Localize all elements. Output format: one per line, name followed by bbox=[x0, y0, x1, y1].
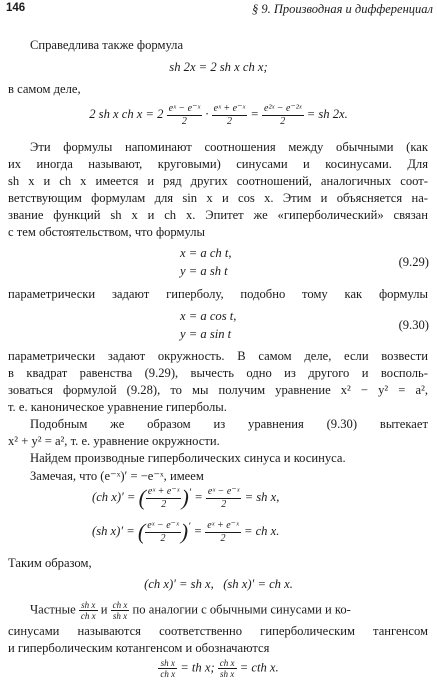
fraction-denominator: 2 bbox=[181, 115, 187, 127]
paragraph-line: в квадрат равенства (9.29), вычесть одно из другого и восполь- bbox=[8, 366, 428, 380]
fraction-numerator: sh x bbox=[158, 658, 177, 669]
formula-part: = bbox=[250, 106, 259, 121]
fraction bbox=[218, 658, 237, 680]
equation-line: y = a sin t bbox=[180, 327, 232, 341]
paragraph-line: зоваться формулой (9.28), то мы получим уравнение x² − y² = a², bbox=[8, 383, 428, 397]
fraction bbox=[145, 520, 181, 544]
fraction-numerator: e²ˣ − e⁻²ˣ bbox=[264, 103, 302, 114]
paragraph-line: синусами называются соответственно гиперболическим тангенсом bbox=[8, 624, 428, 638]
equation-line: x = a ch t, bbox=[180, 246, 232, 260]
fraction-denominator: 2 bbox=[226, 115, 232, 127]
fraction-numerator: eˣ + e⁻ˣ bbox=[213, 103, 246, 114]
paragraph-line: Эти формулы напоминают соотношения между обычными (как bbox=[30, 140, 428, 154]
paragraph-line: sh x и ch x имеется и ряд других соотношений, аналогичных соот- bbox=[8, 174, 428, 188]
paren-open: ( bbox=[138, 485, 146, 510]
paragraph-line: Найдем производные гиперболических синуса и косинуса. bbox=[30, 451, 346, 465]
paragraph-line: с тем обстоятельством, что формулы bbox=[8, 225, 205, 239]
paragraph-line: параметрически задают гиперболу, подобно тому как формулы bbox=[8, 287, 428, 301]
formula-proof bbox=[0, 103, 437, 127]
paragraph-line: параметрически задают окружность. В самом деле, если возвести bbox=[8, 349, 428, 363]
formula-part: (sh x)′ = bbox=[92, 523, 135, 538]
formula-part: Частные bbox=[30, 602, 76, 617]
fraction bbox=[158, 658, 177, 680]
formula-part: · bbox=[205, 106, 209, 121]
fraction bbox=[79, 600, 98, 622]
fraction-denominator: 2 bbox=[220, 532, 226, 544]
text-line: в самом деле, bbox=[8, 82, 81, 96]
fraction-numerator: ch x bbox=[112, 600, 128, 610]
formula-part: = th x; bbox=[180, 660, 215, 675]
fraction bbox=[262, 103, 304, 127]
formula-part: 2 sh x ch x = 2 bbox=[89, 106, 164, 121]
paragraph-line: звание функций sh x и ch x. Эпитет же «гиперболический» связан bbox=[8, 208, 428, 222]
formula-part: (ch x)′ = bbox=[92, 489, 136, 504]
fraction-denominator: ch x bbox=[160, 669, 176, 680]
fraction-denominator: 2 bbox=[161, 498, 167, 510]
paragraph-line: их иногда называют, круговыми) синусами и косинусами. Для bbox=[8, 157, 428, 171]
formula-part: и bbox=[100, 602, 108, 617]
paragraph-line: Подобным же образом из уравнения (9.30) вытекает bbox=[30, 417, 428, 431]
fraction-denominator: sh x bbox=[112, 611, 128, 622]
fraction-numerator: eˣ − e⁻ˣ bbox=[168, 103, 201, 114]
page-number: 146 bbox=[6, 2, 26, 14]
fraction-numerator: ch x bbox=[219, 658, 235, 668]
formula-sh2x: sh 2x = 2 sh x ch x; bbox=[169, 60, 268, 74]
paren-close: ) bbox=[181, 485, 189, 510]
formula-part: = bbox=[193, 523, 203, 538]
formula-part: = bbox=[194, 489, 203, 504]
formula-part: = sh 2x. bbox=[306, 106, 348, 121]
equation-line: y = a sh t bbox=[180, 264, 228, 278]
paragraph-line: т. е. каноническое уравнение гиперболы. bbox=[8, 400, 227, 414]
paragraph-line bbox=[30, 600, 351, 622]
fraction-denominator: 2 bbox=[221, 498, 227, 510]
running-title: § 9. Производная и дифференциал bbox=[251, 2, 433, 16]
formula-part: = ch x. bbox=[243, 523, 280, 538]
paragraph-line: и гиперболическим котангенсом и обозначаются bbox=[8, 641, 270, 655]
formula-th-cth bbox=[0, 658, 437, 680]
derivative-result: (ch x)′ = sh x, (sh x)′ = ch x. bbox=[144, 577, 293, 591]
text-line: Справедлива также формула bbox=[30, 38, 184, 52]
fraction-numerator: sh x bbox=[79, 600, 98, 611]
equation-number: (9.30) bbox=[398, 318, 429, 332]
fraction-numerator: eˣ + e⁻ˣ bbox=[147, 486, 180, 497]
fraction-denominator: sh x bbox=[220, 669, 235, 680]
fraction-numerator: eˣ − e⁻ˣ bbox=[147, 520, 179, 531]
fraction bbox=[111, 600, 130, 622]
fraction bbox=[146, 486, 182, 510]
derivative-sh bbox=[92, 520, 279, 544]
fraction bbox=[212, 103, 248, 127]
fraction bbox=[167, 103, 203, 127]
equation-line: x = a cos t, bbox=[180, 309, 237, 323]
derivative-ch bbox=[92, 486, 279, 510]
fraction-denominator: ch x bbox=[80, 611, 96, 622]
fraction bbox=[205, 520, 241, 544]
equation-number: (9.29) bbox=[398, 255, 429, 269]
formula-part: = sh x, bbox=[244, 489, 280, 504]
fraction-denominator: 2 bbox=[280, 115, 286, 127]
fraction-numerator: eˣ + e⁻ˣ bbox=[207, 520, 239, 531]
paragraph-line: x² + y² = a², т. е. уравнение окружности. bbox=[8, 434, 220, 448]
prime-mark: ′ bbox=[188, 487, 192, 499]
formula-part: по аналогии с обычными синусами и ко- bbox=[132, 602, 351, 617]
paragraph-line: ветствующим формулам для sin x и cos x. Этим и объясняется на- bbox=[8, 191, 428, 205]
formula-part: = cth x. bbox=[239, 660, 279, 675]
fraction bbox=[206, 486, 242, 510]
paren-close: ) bbox=[180, 519, 189, 544]
prime-mark: ′ bbox=[188, 521, 191, 533]
fraction-numerator: eˣ − e⁻ˣ bbox=[207, 486, 240, 497]
paren-open: ( bbox=[137, 519, 146, 544]
paragraph-line: Замечая, что (e⁻ˣ)′ = −e⁻ˣ, имеем bbox=[30, 469, 204, 483]
fraction-denominator: 2 bbox=[160, 532, 166, 544]
text-line: Таким образом, bbox=[8, 556, 92, 570]
